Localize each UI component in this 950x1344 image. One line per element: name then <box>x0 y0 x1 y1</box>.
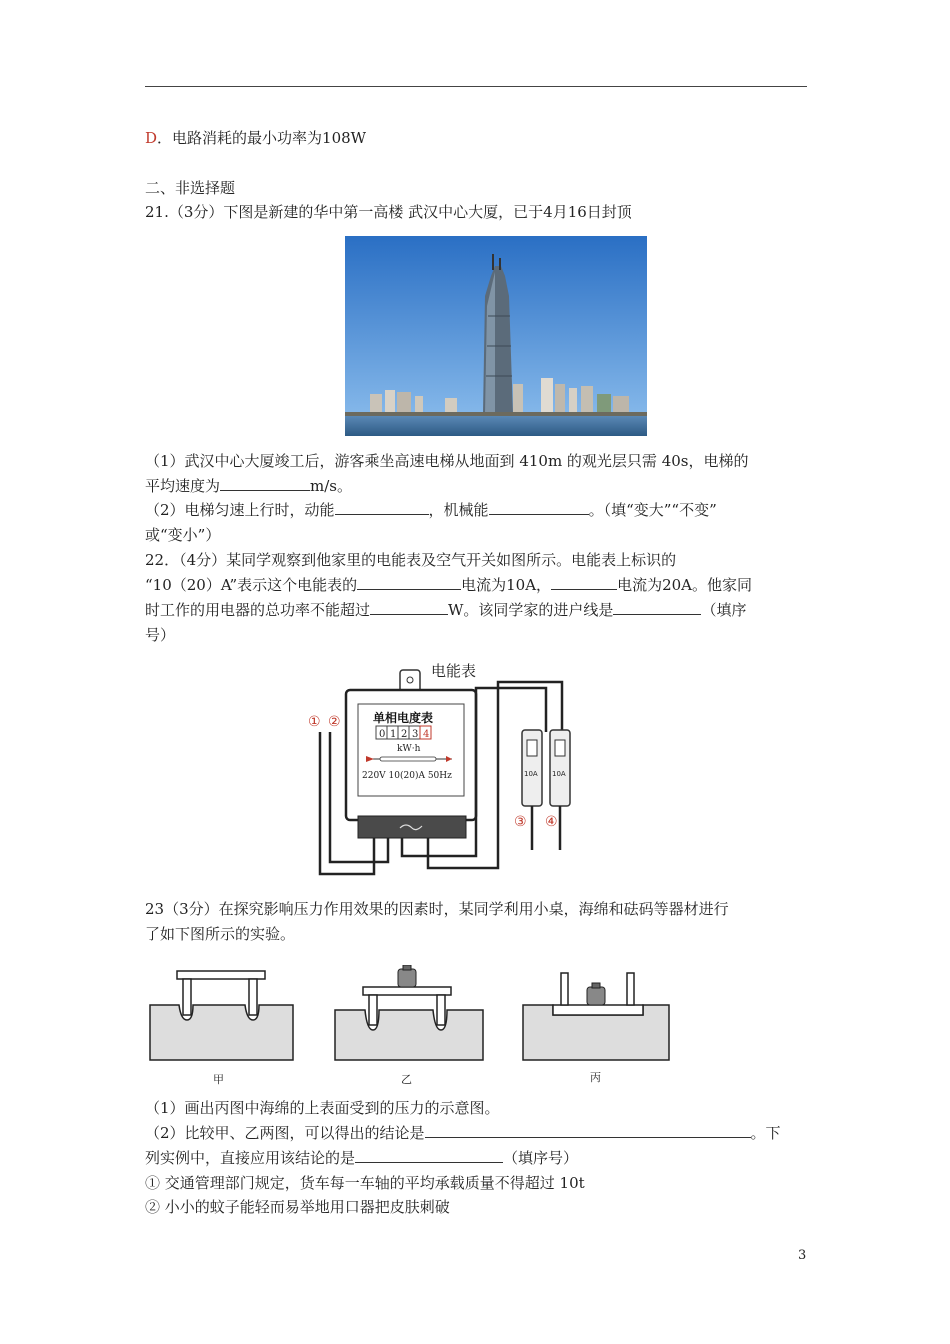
digit-4: 4 <box>423 729 430 740</box>
section-title: 二、非选择题 <box>145 179 236 197</box>
q21-part1-line1: （1）武汉中心大厦竣工后，游客乘坐高速电梯从地面到 410m 的观光层只需 40s，电梯的 <box>145 452 749 470</box>
q21-part1-line2 <box>145 475 352 497</box>
q23-part1: （1）画出丙图中海绵的上表面受到的压力的示意图。 <box>145 1099 500 1117</box>
meter-title: 单相电度表 <box>373 711 434 725</box>
q22-line2-a: “10（20）A”表示这个电能表的 <box>145 576 358 594</box>
digit-0: 0 <box>379 729 386 740</box>
digit-3: 3 <box>412 729 419 740</box>
meter-digits <box>376 726 431 740</box>
q22-line3-c: （填序 <box>701 601 747 619</box>
q23-item2: ② 小小的蚊子能轻而易举地用口器把皮肤刺破 <box>145 1198 450 1216</box>
kinetic-energy-blank[interactable] <box>335 500 429 515</box>
header-rule <box>145 86 807 87</box>
wuhan-center-photo <box>345 236 647 436</box>
meter-caption: 电能表 <box>431 662 477 680</box>
speed-blank[interactable] <box>220 476 310 491</box>
label-1: ① <box>308 714 321 730</box>
example-blank[interactable] <box>355 1148 503 1163</box>
q22-line2 <box>145 574 752 596</box>
digit-1: 1 <box>390 729 397 740</box>
q21-part2-mid: ，机械能 <box>428 501 489 519</box>
q22-line2-b: 电流为10A， <box>461 576 552 594</box>
label-3: ③ <box>514 814 527 830</box>
option-d-letter: D <box>145 129 158 147</box>
setup-yi <box>335 965 483 1086</box>
q23-part2 <box>145 1122 781 1144</box>
breaker-rating-left: 10A <box>524 770 538 778</box>
label-jia: 甲 <box>213 1073 224 1086</box>
breaker-rating-right: 10A <box>552 770 566 778</box>
q23-part2-post: 。下 <box>750 1124 781 1142</box>
q21-stem: 21.（3分）下图是新建的华中第一高楼 武汉中心大厦，已于4月16日封顶 <box>145 203 632 221</box>
setup-jia <box>150 971 293 1086</box>
air-switches <box>522 730 570 806</box>
q21-part2-line2: 或“变小”） <box>145 526 221 544</box>
q21-part1-pre: 平均速度为 <box>145 477 221 495</box>
q22-line4: 号） <box>145 626 176 644</box>
q22-line3 <box>145 599 746 621</box>
q22-line2-c: 电流为20A。他家同 <box>617 576 752 594</box>
label-yi: 乙 <box>401 1073 412 1086</box>
mechanical-energy-blank[interactable] <box>489 500 589 515</box>
incoming-line-blank[interactable] <box>613 600 701 615</box>
q21-part2-post: 。（填“变大”“不变” <box>588 501 717 519</box>
q23-part2-pre: （2）比较甲、乙两图，可以得出的结论是 <box>145 1124 425 1142</box>
q21-part2-pre: （2）电梯匀速上行时，动能 <box>145 501 335 519</box>
page-number: 3 <box>798 1248 807 1263</box>
q23-part3-post: （填序号） <box>503 1149 579 1167</box>
q22-line3-a: 时工作的用电器的总功率不能超过 <box>145 601 371 619</box>
max-power-blank[interactable] <box>370 600 448 615</box>
q23-item1: ① 交通管理部门规定，货车每一车轴的平均承载质量不得超过 10t <box>145 1174 585 1192</box>
q23-line1: 23（3分）在探究影响压力作用效果的因素时，某同学利用小桌，海绵和砝码等器材进行 <box>145 900 729 918</box>
meter-unit: kW·h <box>397 744 421 754</box>
q21-part1-post: m/s。 <box>310 477 352 495</box>
electric-meter-diagram <box>300 660 590 885</box>
option-d-text: ．电路消耗的最小功率为108W <box>157 129 367 147</box>
q23-line2: 了如下图所示的实验。 <box>145 925 296 943</box>
pressure-experiment-diagram <box>145 965 675 1090</box>
label-bing: 丙 <box>590 1071 601 1084</box>
q21-part2-line1 <box>145 499 717 521</box>
label-2: ② <box>328 714 341 730</box>
conclusion-blank[interactable] <box>425 1123 751 1138</box>
q23-part3 <box>145 1147 578 1169</box>
rated-current-blank[interactable] <box>357 575 461 590</box>
q22-line3-b: W。该同学家的进户线是 <box>448 601 614 619</box>
setup-bing <box>523 973 669 1084</box>
meter-spec: 220V 10(20)A 50Hz <box>362 771 452 781</box>
q22-line1: 22．（4分）某同学观察到他家里的电能表及空气开关如图所示。电能表上标识的 <box>145 551 677 569</box>
label-4: ④ <box>545 814 558 830</box>
q23-part3-pre: 列实例中，直接应用该结论的是 <box>145 1149 356 1167</box>
digit-2: 2 <box>401 729 408 740</box>
option-d <box>145 127 366 149</box>
max-current-blank[interactable] <box>551 575 617 590</box>
